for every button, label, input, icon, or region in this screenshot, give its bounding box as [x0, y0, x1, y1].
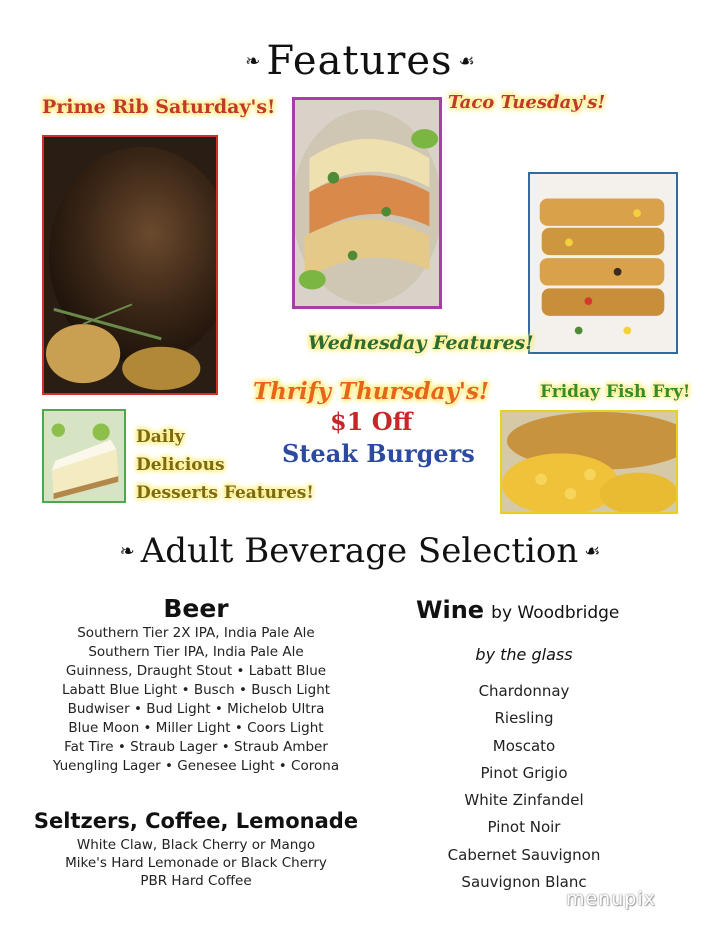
flourish-left-icon: ❧	[245, 50, 261, 72]
thursday-label: Thrify Thursday's!	[253, 378, 490, 405]
wine-list	[404, 678, 644, 896]
wine-heading	[416, 596, 619, 624]
prime-rib-label: Prime Rib Saturday's!	[42, 96, 276, 118]
list-item: White Claw, Black Cherry or Mango	[76, 837, 316, 853]
list-item: Fat Tire • Straub Lager • Straub Amber	[64, 739, 328, 755]
taco-tuesday-label: Taco Tuesday's!	[448, 92, 606, 113]
list-item: Cabernet Sauvignon	[447, 845, 601, 864]
watermark: menupix	[566, 888, 656, 910]
list-item: Riesling	[494, 709, 554, 728]
list-item: Pinot Grigio	[480, 763, 568, 782]
wine-subheading: by the glass	[475, 645, 573, 664]
thursday-deal: $1 Off	[330, 407, 413, 436]
taco-photo	[292, 97, 442, 309]
list-item: Chardonnay	[478, 682, 570, 700]
features-title-text: Features	[266, 38, 453, 84]
flourish-left-icon: ❧	[119, 540, 135, 562]
list-item: Sauvignon Blanc	[461, 873, 587, 892]
list-item: Labatt Blue Light • Busch • Busch Light	[61, 682, 331, 698]
list-item: Southern Tier 2X IPA, India Pale Ale	[77, 625, 315, 641]
beverage-title-text: Adult Beverage Selection	[140, 531, 579, 571]
dessert-label-line2: Delicious	[136, 455, 225, 475]
beer-heading: Beer	[163, 594, 229, 623]
list-item: Blue Moon • Miller Light • Coors Light	[68, 720, 324, 736]
list-item: Yuengling Lager • Genesee Light • Corona	[52, 758, 340, 774]
list-item: Mike's Hard Lemonade or Black Cherry	[65, 855, 327, 871]
list-item: Pinot Noir	[487, 818, 561, 837]
features-title	[200, 36, 520, 86]
list-item: PBR Hard Coffee	[140, 873, 252, 889]
flourish-right-icon: ☙	[458, 50, 475, 72]
prime-rib-photo	[42, 135, 218, 395]
list-item: Moscato	[492, 736, 556, 755]
flourish-right-icon: ☙	[584, 540, 601, 562]
wednesday-features-label: Wednesday Features!	[308, 332, 534, 354]
fish-fry-photo	[500, 410, 678, 514]
list-item: White Zinfandel	[464, 791, 584, 810]
dessert-label-line3: Desserts Features!	[136, 483, 314, 503]
beverage-title	[110, 526, 610, 576]
wine-heading-text: Wine	[416, 596, 485, 624]
seltzers-list	[10, 836, 382, 890]
seltzers-heading: Seltzers, Coffee, Lemonade	[33, 809, 359, 833]
wine-brand: by Woodbridge	[491, 603, 620, 623]
friday-fish-fry-label: Friday Fish Fry!	[540, 382, 691, 402]
list-item: Southern Tier IPA, India Pale Ale	[88, 644, 304, 660]
dessert-label-line1: Daily	[136, 427, 185, 447]
quesadilla-photo	[528, 172, 678, 354]
beer-list	[10, 624, 382, 776]
thursday-item: Steak Burgers	[282, 439, 475, 468]
dessert-photo	[42, 409, 126, 503]
list-item: Budwiser • Bud Light • Michelob Ultra	[67, 701, 325, 717]
list-item: Guinness, Draught Stout • Labatt Blue	[65, 663, 327, 679]
